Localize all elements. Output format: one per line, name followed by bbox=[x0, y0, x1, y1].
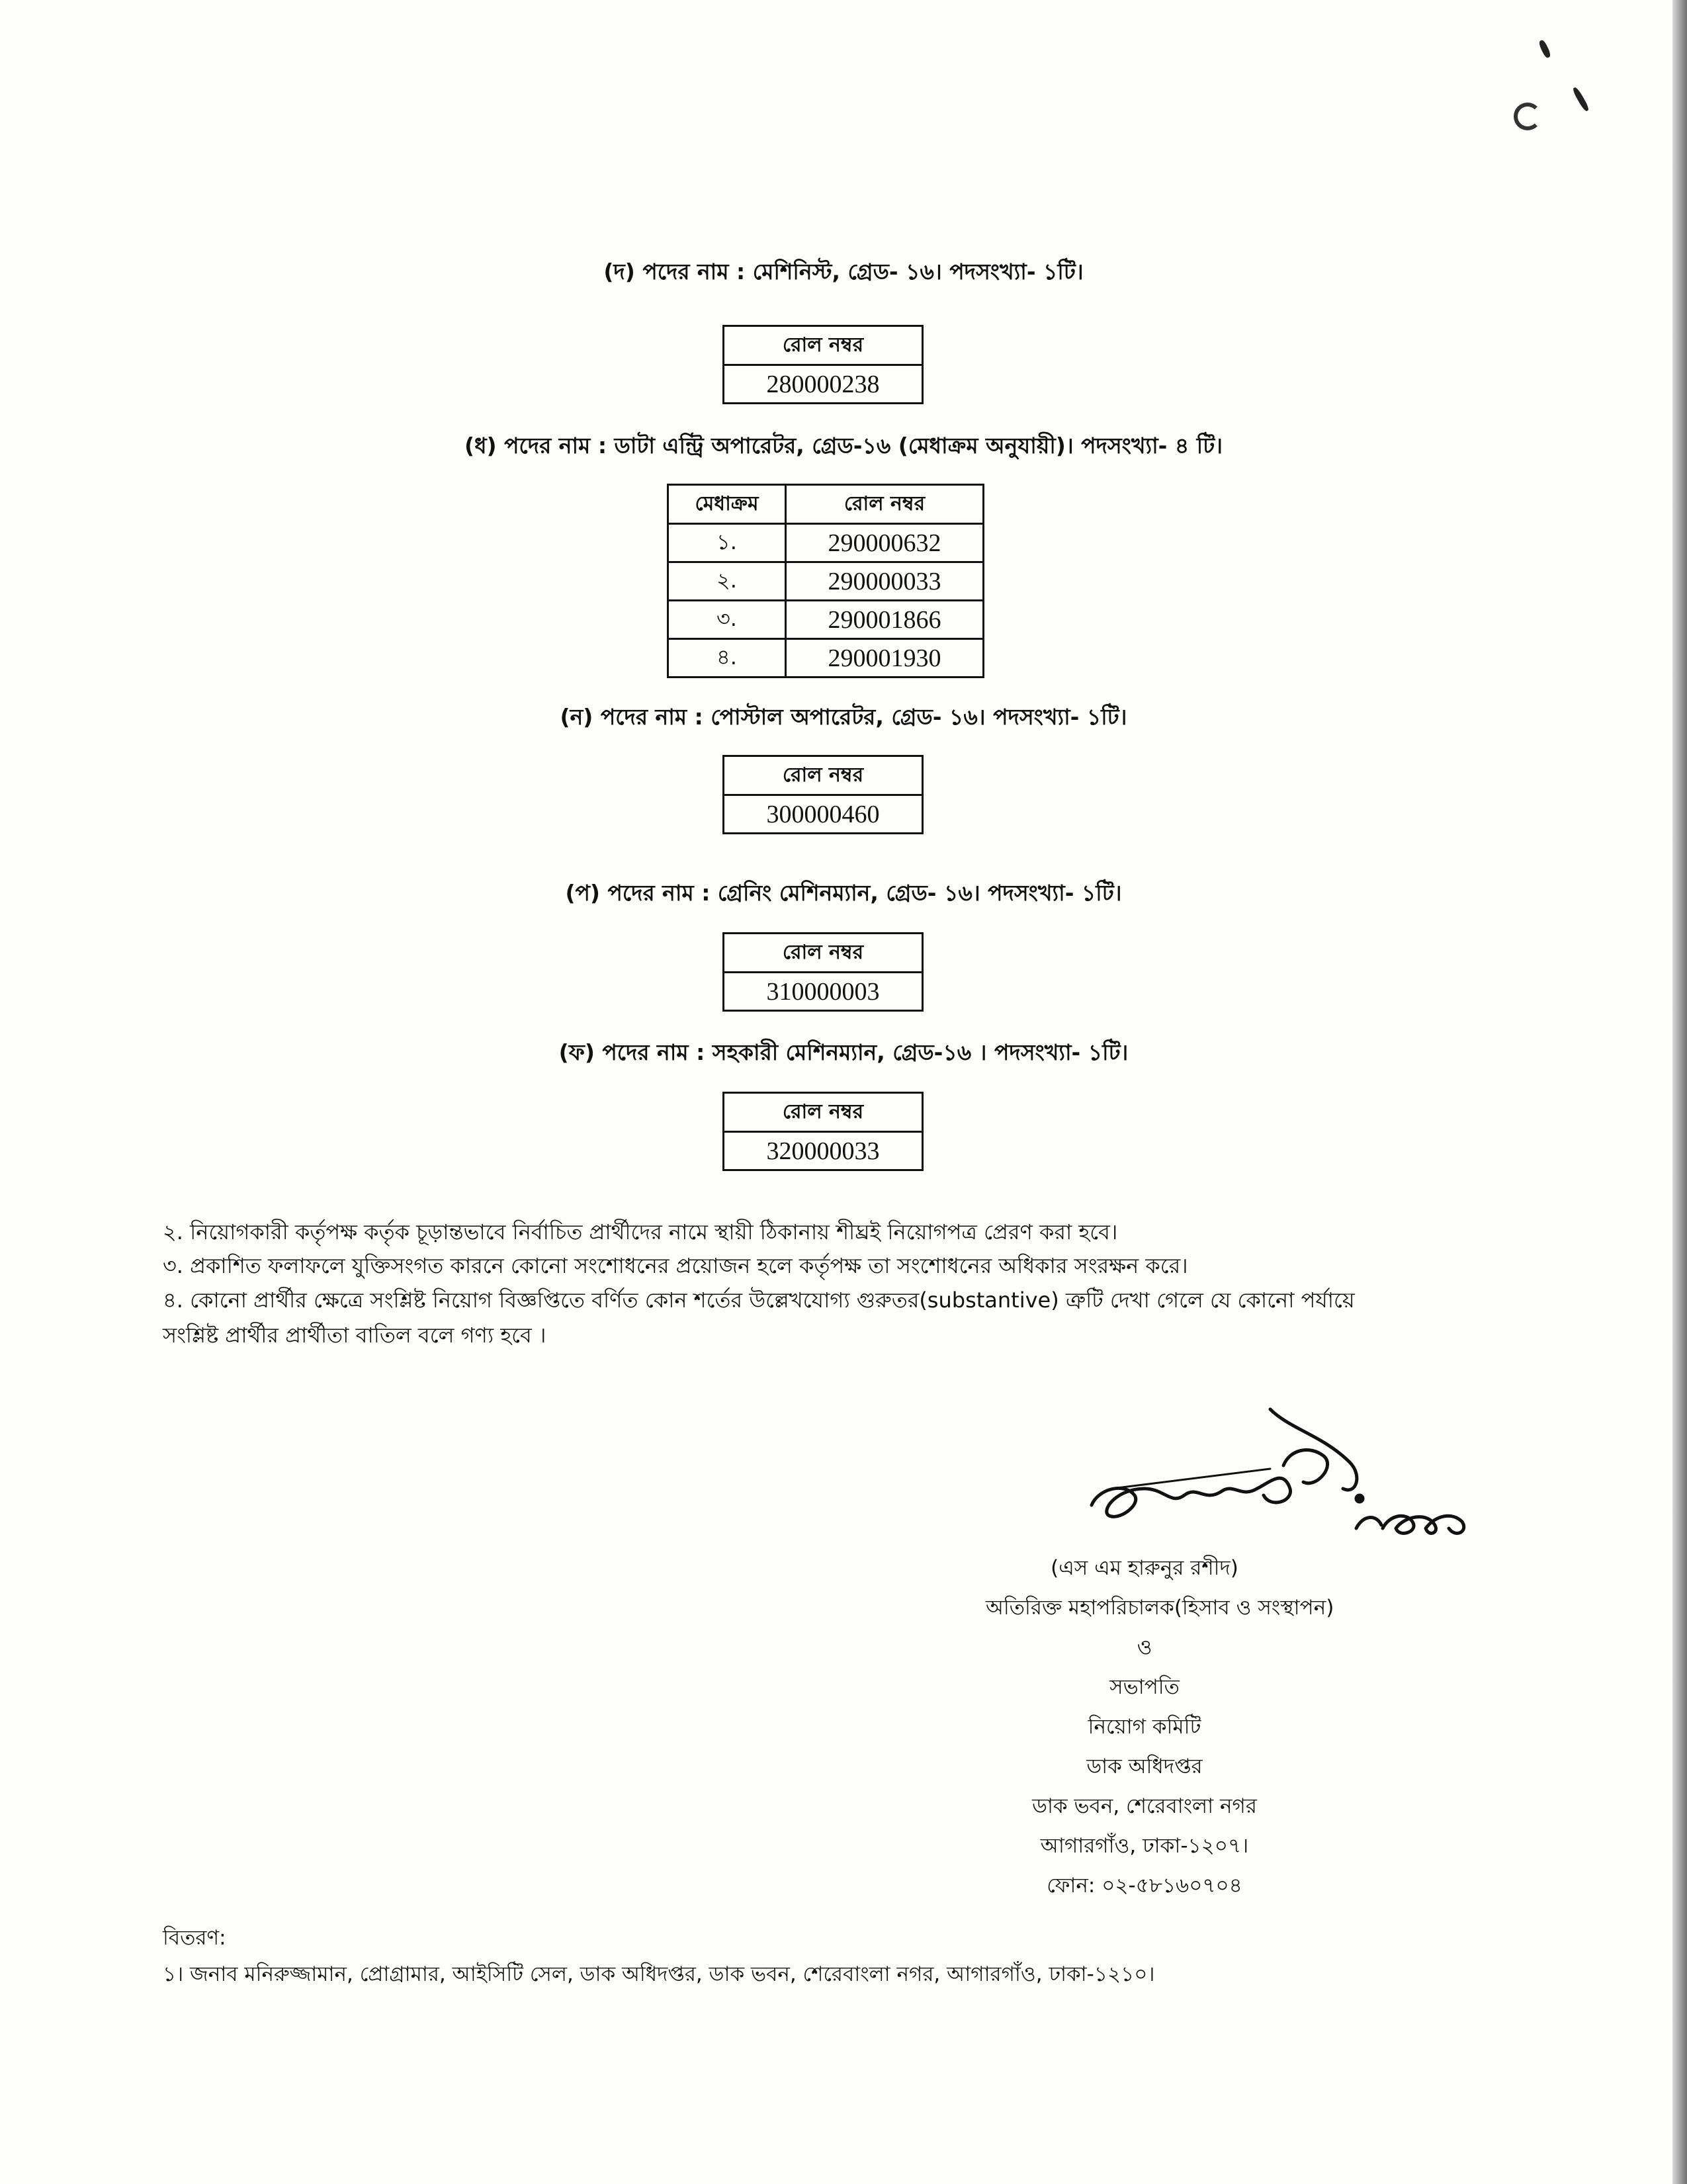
merit-rank: ৩. bbox=[668, 601, 786, 639]
scan-speck bbox=[1538, 39, 1552, 59]
post-heading-graining-machineman: (প) পদের নাম : গ্রেনিং মেশিনম্যান, গ্রেড- ১৬। পদসংখ্যা- ১টি। bbox=[565, 880, 1122, 906]
roll-number: 320000033 bbox=[724, 1132, 923, 1170]
roll-table-postal-operator bbox=[722, 755, 924, 834]
note-correction-right: ৩. প্রকাশিত ফলাফলে যুক্তিসংগত কারনে কোনো সংশোধনের প্রয়োজন হলে কর্তৃপক্ষ তা সংশোধনের অধিকার সংরক্ষন করে। bbox=[163, 1253, 1188, 1278]
roll-header: রোল নম্বর bbox=[724, 326, 923, 365]
merit-roll-table-data-entry bbox=[667, 484, 984, 678]
roll-table-assistant-machineman bbox=[722, 1092, 924, 1171]
roll-header: রোল নম্বর bbox=[724, 756, 923, 795]
distribution-item: ১। জনাব মনিরুজ্জামান, প্রোগ্রামার, আইসিটি সেল, ডাক অধিদপ্তর, ডাক ভবন, শেরেবাংলা নগর, আগারগাঁও, ঢাকা-১২১০। bbox=[163, 1962, 1155, 1986]
scan-speck bbox=[1572, 86, 1590, 112]
roll-number: 310000003 bbox=[724, 973, 923, 1011]
note-cancellation: ৪. কোনো প্রার্থীর ক্ষেত্রে সংশ্লিষ্ট নিয়োগ বিজ্ঞপ্তিতে বর্ণিত কোন শর্তের উল্লেখযোগ্য গুরুতর(substantive) ত্রুটি দেখা গেলে যে কোনো পর্যায়ে bbox=[163, 1288, 1355, 1313]
signatory-role: সভাপতি bbox=[1109, 1675, 1180, 1699]
roll-number: 280000238 bbox=[724, 365, 923, 404]
distribution-title: বিতরণ: bbox=[163, 1926, 226, 1950]
post-heading-assistant-machineman: (ফ) পদের নাম : সহকারী মেশিনম্যান, গ্রেড-১৬ । পদসংখ্যা- ১টি। bbox=[558, 1039, 1129, 1065]
merit-rank: ২. bbox=[668, 562, 786, 601]
merit-header: মেধাক্রম bbox=[668, 485, 786, 524]
roll-header: রোল নম্বর bbox=[724, 1093, 923, 1132]
roll-header: রোল নম্বর bbox=[724, 934, 923, 973]
post-heading-data-entry-operator: (ধ) পদের নাম : ডাটা এন্ট্রি অপারেটর, গ্রেড-১৬ (মেধাক্রম অনুযায়ী)। পদসংখ্যা- ৪ টি। bbox=[464, 433, 1223, 459]
committee-name: নিয়োগ কমিটি bbox=[1088, 1715, 1201, 1739]
roll-table-graining-machineman bbox=[722, 932, 924, 1012]
signatory-name: (এস এম হারুনুর রশীদ) bbox=[1051, 1556, 1238, 1580]
merit-rank: ১. bbox=[668, 524, 786, 562]
signature-block bbox=[986, 1548, 1334, 1905]
handwritten-signature bbox=[1072, 1389, 1482, 1555]
page-edge-shadow bbox=[1672, 0, 1687, 2184]
roll-number: 290000632 bbox=[786, 524, 984, 562]
post-heading-machinist: (দ) পদের নাম : মেশিনিস্ট, গ্রেড- ১৬। পদসংখ্যা- ১টি। bbox=[603, 259, 1084, 284]
signatory-designation: অতিরিক্ত মহাপরিচালক(হিসাব ও সংস্থাপন) bbox=[986, 1596, 1334, 1620]
roll-table-machinist bbox=[722, 325, 924, 404]
signatory-conjunction: ও bbox=[1137, 1636, 1152, 1659]
roll-number: 290001930 bbox=[786, 639, 984, 677]
merit-rank: ৪. bbox=[668, 639, 786, 677]
office-city: আগারগাঁও, ঢাকা-১২০৭। bbox=[1040, 1834, 1249, 1858]
office-name: ডাক অধিদপ্তর bbox=[1086, 1755, 1203, 1778]
roll-number: 290000033 bbox=[786, 562, 984, 601]
post-heading-postal-operator: (ন) পদের নাম : পোস্টাল অপারেটর, গ্রেড- ১৬। পদসংখ্যা- ১টি। bbox=[560, 704, 1127, 730]
office-building: ডাক ভবন, শেরেবাংলা নগর bbox=[1032, 1794, 1257, 1818]
roll-header: রোল নম্বর bbox=[786, 485, 984, 524]
roll-number: 300000460 bbox=[724, 795, 923, 834]
note-cancellation-continued: সংশ্লিষ্ট প্রার্থীর প্রার্থীতা বাতিল বলে গণ্য হবে । bbox=[163, 1323, 546, 1348]
roll-number: 290001866 bbox=[786, 601, 984, 639]
scan-speck bbox=[1514, 103, 1541, 130]
note-appointment-letter: ২. নিয়োগকারী কর্তৃপক্ষ কর্তৃক চূড়ান্তভাবে নির্বাচিত প্রার্থীদের নামে স্থায়ী ঠিকানায় শীঘ্রই নিয়োগপত্র প্রেরণ করা হবে। bbox=[163, 1219, 1118, 1245]
office-phone: ফোন: ০২-৫৮১৬০৭০৪ bbox=[1047, 1874, 1242, 1898]
